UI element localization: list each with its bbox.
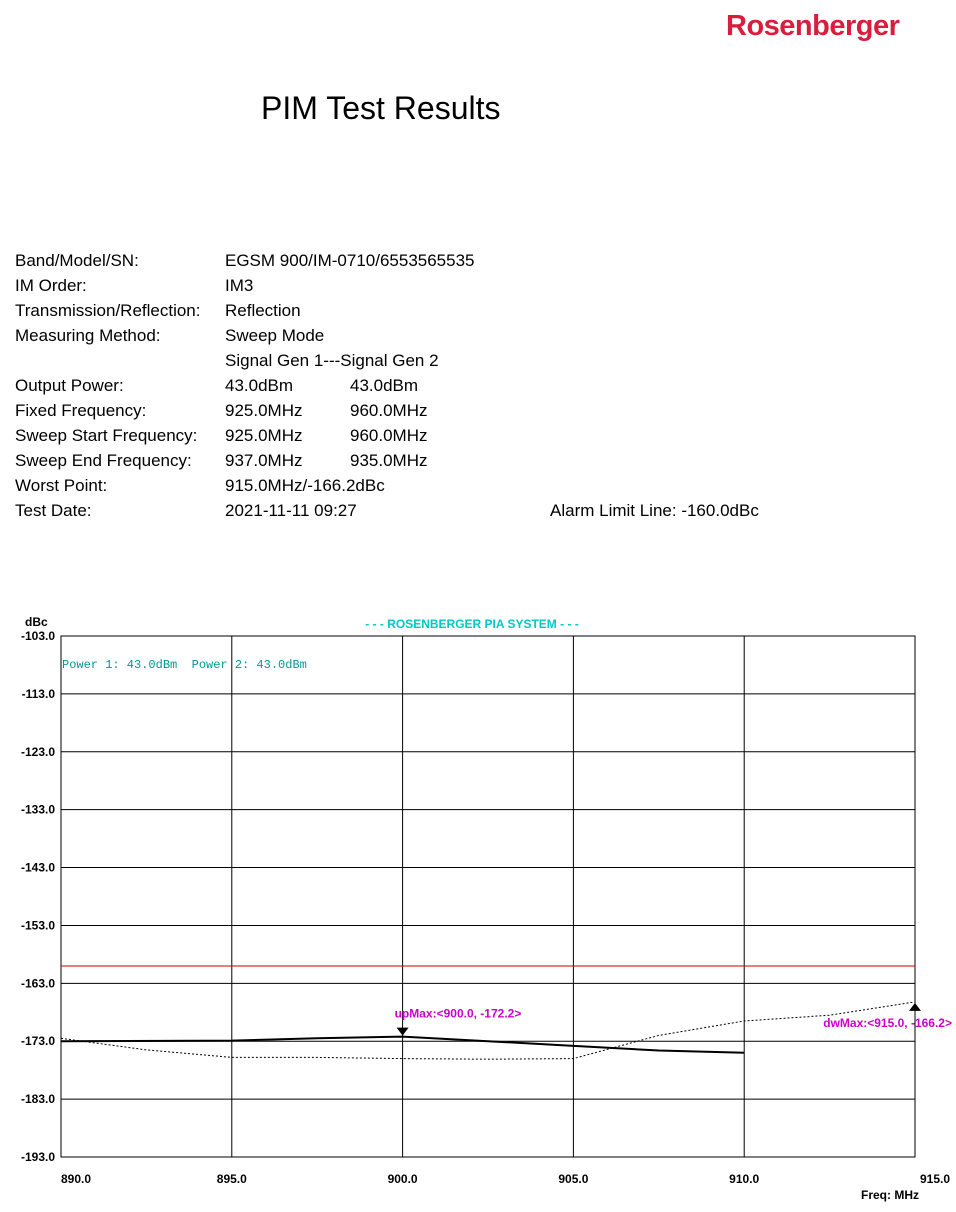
power-label: Output Power:: [15, 376, 124, 395]
y-tick-label: -173.0: [20, 1034, 55, 1049]
power-value-2: 43.0dBm: [350, 376, 419, 395]
sweep-start-value-1: 925.0MHz: [225, 426, 303, 445]
y-tick-label: -163.0: [20, 976, 55, 991]
page-title: PIM Test Results: [261, 90, 501, 126]
marker-dw-max-label: dwMax:<915.0, -166.2>: [823, 1015, 952, 1030]
y-tick-label: -113.0: [21, 686, 55, 701]
y-tick-label: -153.0: [20, 918, 55, 933]
sweep-start-value-2: 960.0MHz: [350, 426, 428, 445]
brand-logo: Rosenberger: [726, 10, 900, 42]
method-value: Sweep Mode: [225, 326, 325, 345]
band-value: EGSM 900/IM-0710/6553565535: [225, 251, 475, 270]
marker-up-max-label: upMax:<900.0, -172.2>: [394, 1006, 522, 1021]
power-value-1: 43.0dBm: [225, 376, 294, 395]
alarm-limit-text: Alarm Limit Line: -160.0dBc: [550, 501, 759, 520]
sweep-end-label: Sweep End Frequency:: [15, 451, 192, 470]
date-value: 2021-11-11 09:27: [225, 501, 357, 520]
x-tick-label: 905.0: [558, 1172, 589, 1186]
tr-value: Reflection: [225, 301, 301, 320]
sweep-start-label: Sweep Start Frequency:: [15, 426, 198, 445]
y-tick-label: -183.0: [20, 1092, 55, 1107]
tr-label: Transmission/Reflection:: [15, 301, 201, 320]
y-tick-label: -103.0: [20, 629, 55, 643]
x-tick-label: 900.0: [387, 1172, 418, 1186]
x-tick-label: 910.0: [729, 1172, 760, 1186]
x-tick-label: 890.0: [61, 1172, 92, 1186]
im-value: IM3: [225, 276, 254, 295]
sweep-end-value-1: 937.0MHz: [225, 451, 303, 470]
fixed-value-1: 925.0MHz: [225, 401, 303, 420]
y-axis-label: dBc: [25, 615, 48, 629]
gen-header: Signal Gen 1---Signal Gen 2: [225, 351, 439, 370]
x-axis-label: Freq: MHz: [861, 1188, 919, 1202]
plot-frame: [61, 636, 915, 1157]
y-tick-label: -123.0: [20, 744, 55, 759]
y-tick-label: -133.0: [20, 802, 55, 817]
sweep-end-value-2: 935.0MHz: [350, 451, 428, 470]
x-tick-label: 915.0: [919, 1172, 950, 1186]
chart-title: - - - ROSENBERGER PIA SYSTEM - - -: [365, 617, 579, 631]
y-tick-label: -193.0: [20, 1150, 55, 1164]
date-label: Test Date:: [15, 501, 92, 520]
im-label: IM Order:: [15, 276, 87, 295]
worst-label: Worst Point:: [15, 476, 108, 495]
x-tick-label: 895.0: [216, 1172, 247, 1186]
band-label: Band/Model/SN:: [15, 251, 139, 270]
fixed-label: Fixed Frequency:: [15, 401, 147, 420]
power-note: Power 1: 43.0dBm Power 2: 43.0dBm: [62, 658, 307, 672]
fixed-value-2: 960.0MHz: [350, 401, 428, 420]
method-label: Measuring Method:: [15, 326, 161, 345]
worst-value: 915.0MHz/-166.2dBc: [225, 476, 385, 495]
y-tick-label: -143.0: [20, 860, 55, 875]
